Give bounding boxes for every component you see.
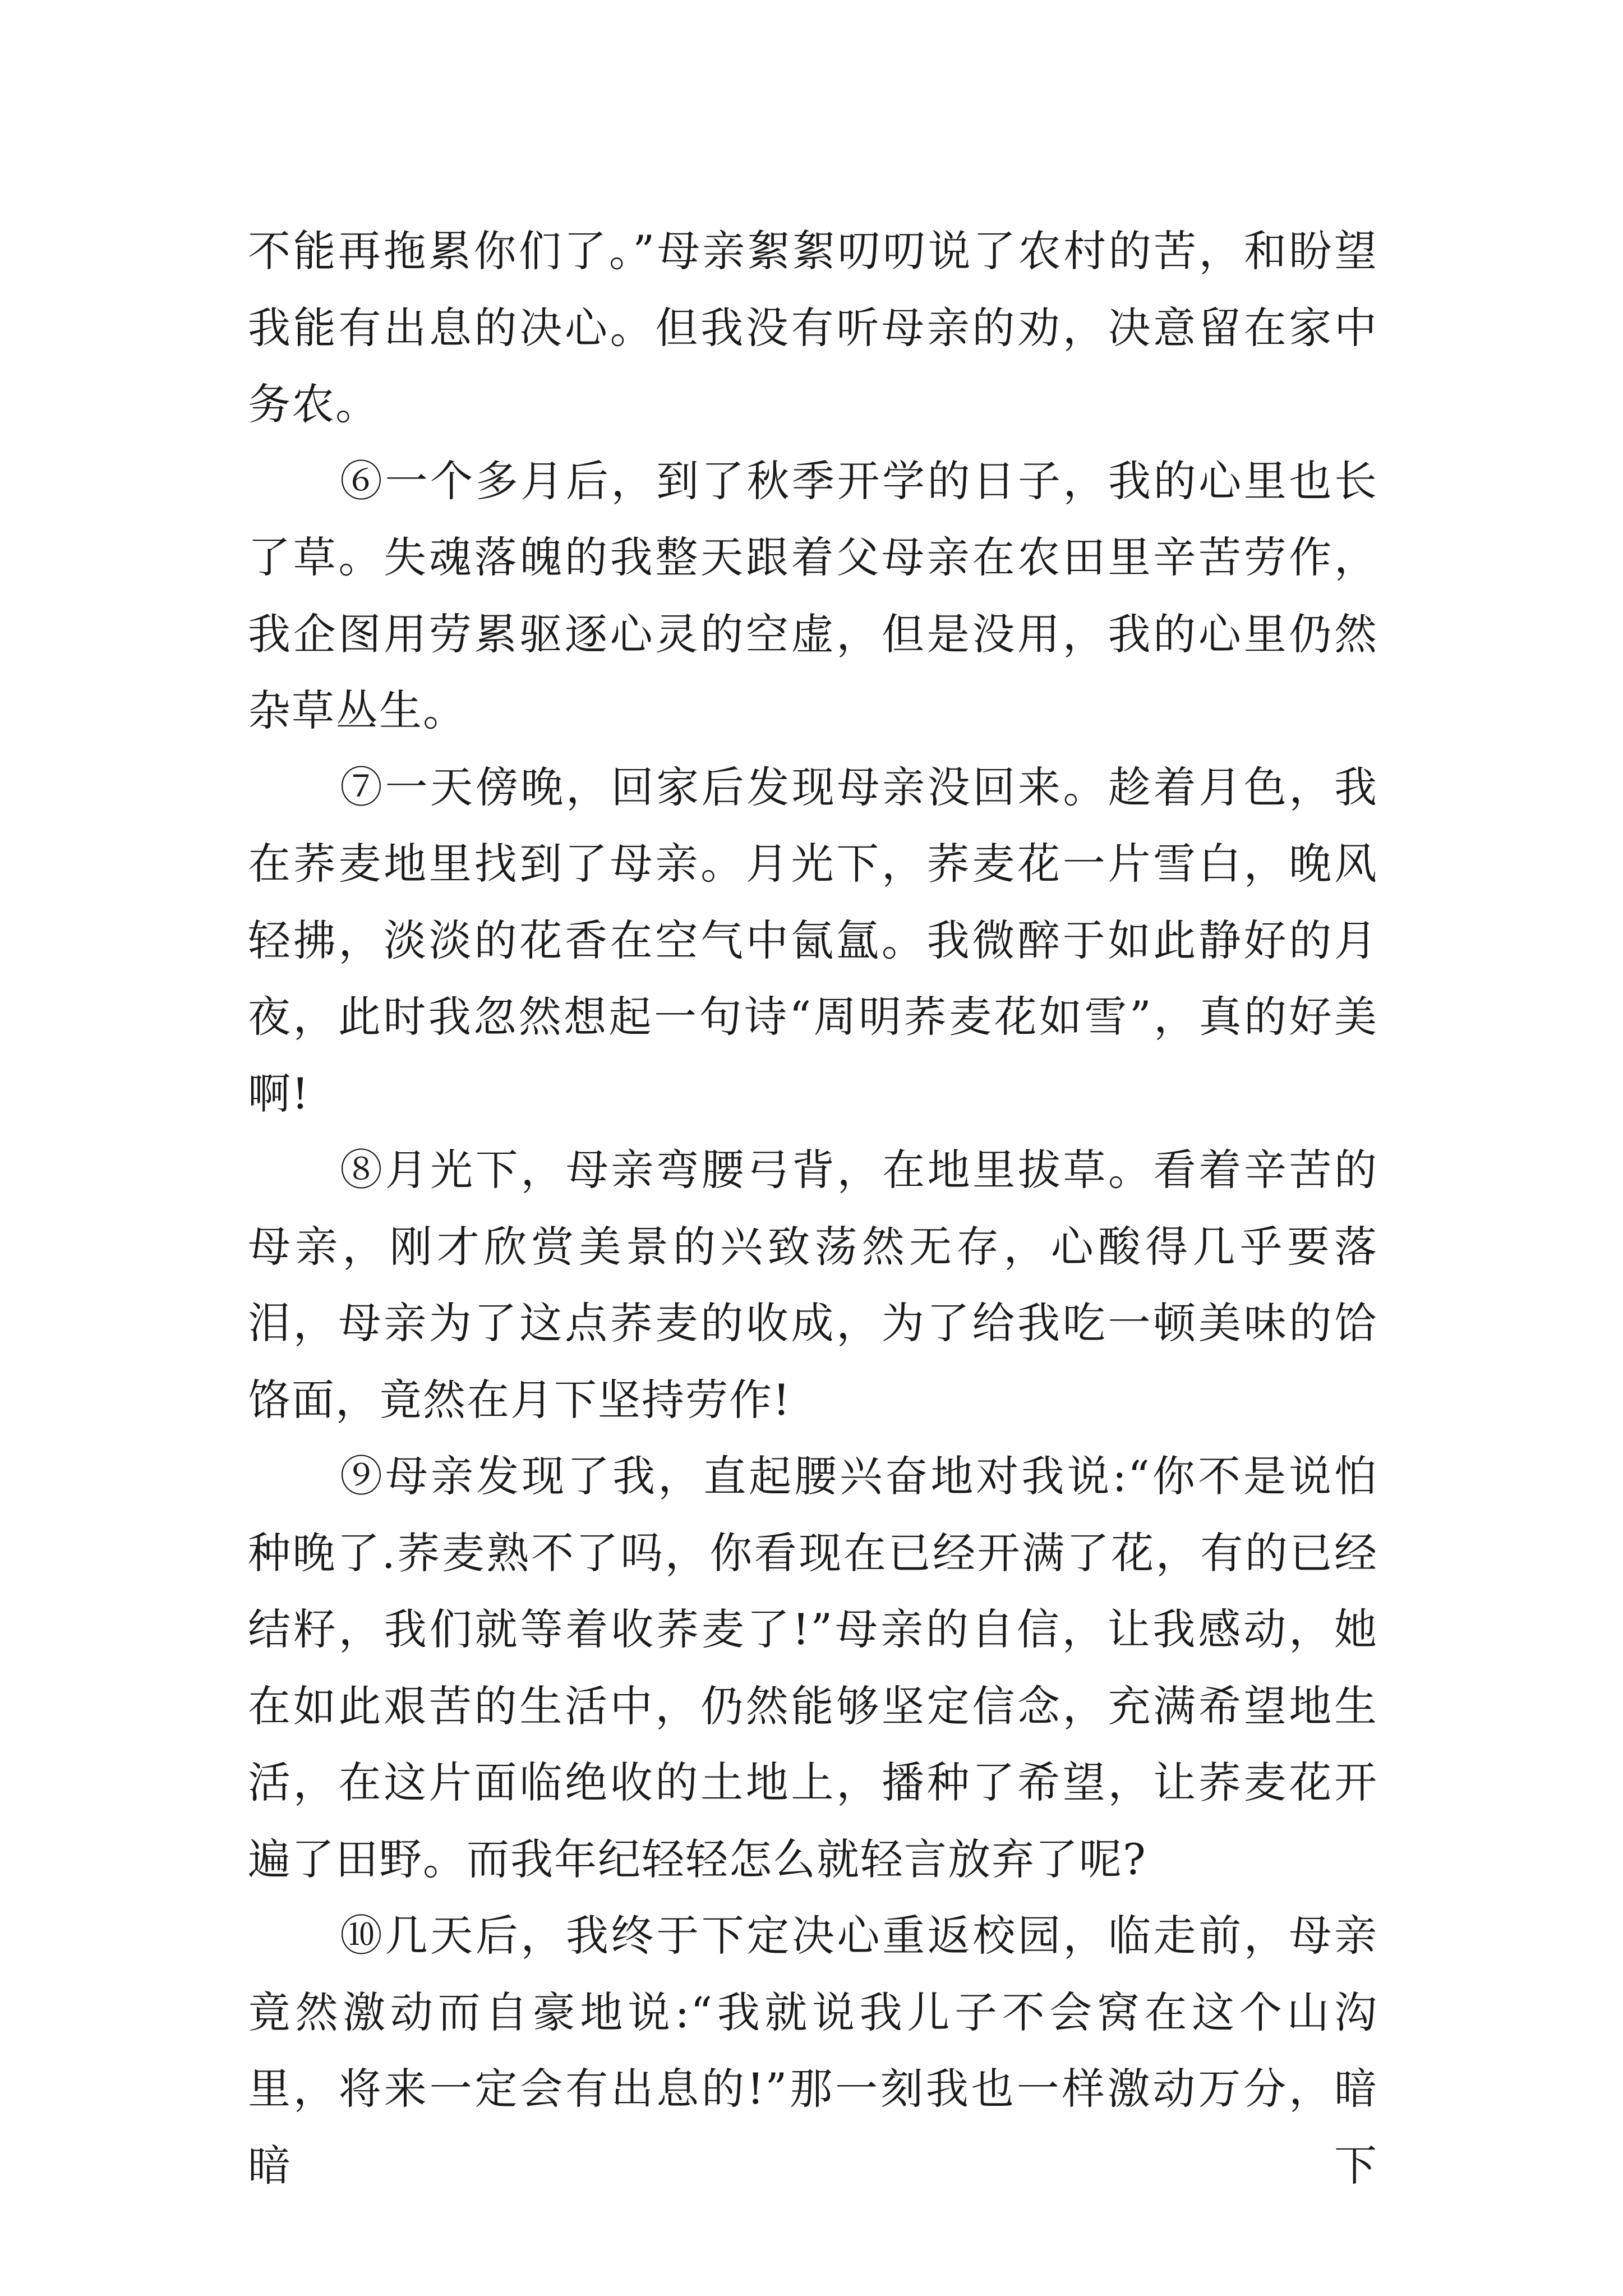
article-body (248, 213, 1378, 2204)
paragraph-continued: 不能再拖累你们了。”母亲絮絮叨叨说了农村的苦，和盼望我能有出息的决心。但我没有听母亲的劝，决意留在家中务农。 (248, 226, 1378, 429)
paragraph-9: ⑨母亲发现了我，直起腰兴奋地对我说:“你不是说怕种晚了.荞麦熟不了吗，你看现在已经开满了花，有的已经结籽，我们就等着收荞麦了!”母亲的自信，让我感动，她在如此艰苦的生活中，仍然能够坚定信念，充满希望地生活，在这片面临绝收的土地上，播种了希望，让荞麦花开遍了田野。而我年纪轻轻怎么就轻言放弃了呢? (248, 1451, 1378, 1884)
paragraph-10: ⑩几天后，我终于下定决心重返校园，临走前，母亲竟然激动而自豪地说:“我就说我儿子不会窝在这个山沟里，将来一定会有出息的!”那一刻我也一样激动万分，暗暗下 (248, 1911, 1378, 2191)
paragraph-7: ⑦一天傍晚，回家后发现母亲没回来。趁着月色，我在荞麦地里找到了母亲。月光下，荞麦花一片雪白，晚风轻拂，淡淡的花香在空气中氤氲。我微醉于如此静好的月夜，此时我忽然想起一句诗“周明荞麦花如雪”，真的好美啊! (248, 762, 1378, 1119)
paragraph-6: ⑥一个多月后，到了秋季开学的日子，我的心里也长了草。失魂落魄的我整天跟着父母亲在农田里辛苦劳作，我企图用劳累驱逐心灵的空虚，但是没用，我的心里仍然杂草丛生。 (248, 455, 1378, 735)
paragraph-8: ⑧月光下，母亲弯腰弓背，在地里拔草。看着辛苦的母亲，刚才欣赏美景的兴致荡然无存，心酸得几乎要落泪，母亲为了这点荞麦的收成，为了给我吃一顿美味的饸饹面，竟然在月下坚持劳作! (248, 1145, 1378, 1425)
